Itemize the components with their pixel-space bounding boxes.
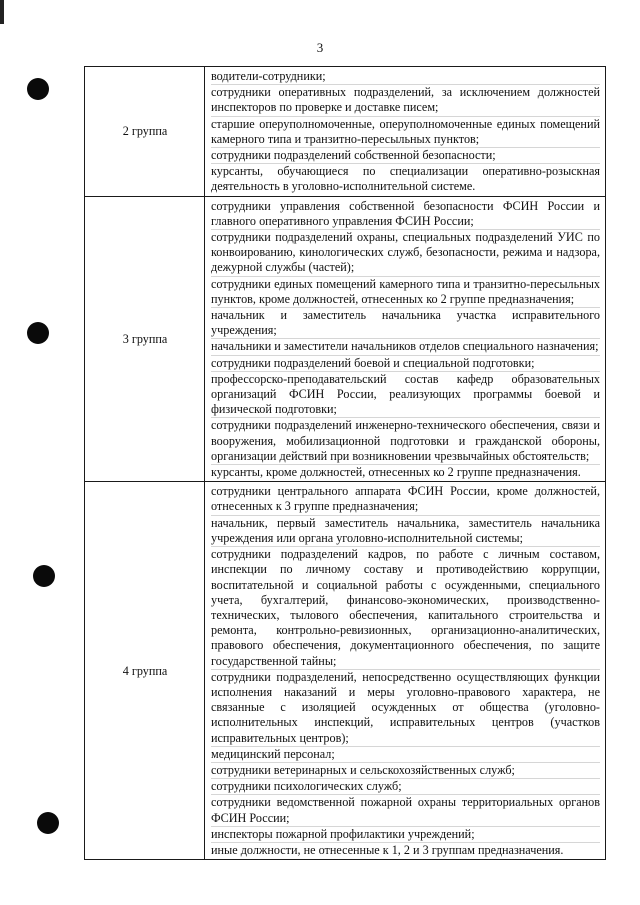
- position-item: сотрудники ветеринарных и сельскохозяйственных служб;: [211, 763, 600, 779]
- position-item: водители-сотрудники;: [211, 69, 600, 85]
- position-item: сотрудники подразделений боевой и специальной подготовки;: [211, 356, 600, 372]
- position-item: сотрудники подразделений собственной безопасности;: [211, 148, 600, 164]
- position-item: сотрудники центрального аппарата ФСИН России, кроме должностей, отнесенных к 3 группе предназначения;: [211, 484, 600, 515]
- group-positions: [205, 67, 606, 197]
- position-item: иные должности, не отнесенные к 1, 2 и 3 группам предназначения.: [211, 842, 564, 857]
- position-item: сотрудники оперативных подразделений, за исключением должностей инспекторов по проверке и доставке писем;: [211, 85, 600, 116]
- position-item: сотрудники единых помещений камерного типа и транзитно-пересыльных пунктов, кроме должностей, отнесенных ко 2 группе предназначения;: [211, 277, 600, 308]
- group-row: [85, 67, 606, 197]
- position-item: старшие оперуполномоченные, оперуполномоченные единых помещений камерного типа и транзитно-пересыльных пунктов;: [211, 117, 600, 148]
- punch-hole: [27, 78, 49, 100]
- position-item: сотрудники подразделений, непосредственно осуществляющих функции исполнения наказаний и меры уголовно-правового характера, не связанные с изоляцией осужденных от общества (уголовно-исполнительных инспекций, исправительных центров (участков исправительных центров);: [211, 670, 600, 747]
- position-item: сотрудники подразделений кадров, по работе с личным составом, инспекции по личному составу и противодействию коррупции, воспитательной и социальной работы с осужденными, специального учета, бухгалтерий, финансово-экономических, производственно-технических, тылового обеспечения, капитального строительства и ремонта, контрольно-ревизионных, организационно-аналитических, правового обеспечения, документационного обеспечения, по защите государственной тайны;: [211, 547, 600, 670]
- punch-hole: [27, 322, 49, 344]
- position-item: профессорско-преподавательский состав кафедр образовательных организаций ФСИН России, реализующих программы боевой и физической подготовки;: [211, 372, 600, 419]
- position-item: сотрудники управления собственной безопасности ФСИН России и главного оперативного управления ФСИН России;: [211, 199, 600, 230]
- position-item: начальник и заместитель начальника участка исправительного учреждения;: [211, 308, 600, 339]
- group-name: 3 группа: [85, 196, 205, 482]
- page-number: 3: [316, 40, 324, 55]
- position-item: сотрудники психологических служб;: [211, 779, 600, 795]
- page-edge-mark: [0, 0, 4, 24]
- position-item: сотрудники ведомственной пожарной охраны территориальных органов ФСИН России;: [211, 795, 600, 826]
- group-name: 4 группа: [85, 482, 205, 860]
- position-item: сотрудники подразделений инженерно-технического обеспечения, связи и вооружения, мобилизационной подготовки и гражданской обороны, организации действий при возникновении чрезвычайных обстоятельств;: [211, 418, 600, 465]
- group-positions: [205, 196, 606, 482]
- position-item: инспекторы пожарной профилактики учреждений;: [211, 827, 600, 843]
- position-item: медицинский персонал;: [211, 747, 600, 763]
- punch-hole: [33, 565, 55, 587]
- group-row: [85, 196, 606, 482]
- punch-hole: [37, 812, 59, 834]
- position-item: курсанты, кроме должностей, отнесенных ко 2 группе предназначения.: [211, 465, 581, 480]
- group-name: 2 группа: [85, 67, 205, 197]
- group-positions: [205, 482, 606, 860]
- position-item: курсанты, обучающиеся по специализации оперативно-розыскная деятельность в уголовно-исполнительной системе.: [211, 164, 600, 194]
- position-item: сотрудники подразделений охраны, специальных подразделений УИС по конвоированию, кинологических служб, безопасности, режима и надзора, дежурной службы (частей);: [211, 230, 600, 277]
- group-row: [85, 482, 606, 860]
- position-item: начальник, первый заместитель начальника, заместитель начальника учреждения или органа уголовно-исполнительной системы;: [211, 516, 600, 547]
- position-item: начальники и заместители начальников отделов специального назначения;: [211, 339, 600, 355]
- groups-table-body: [85, 67, 606, 860]
- groups-table: [84, 66, 606, 860]
